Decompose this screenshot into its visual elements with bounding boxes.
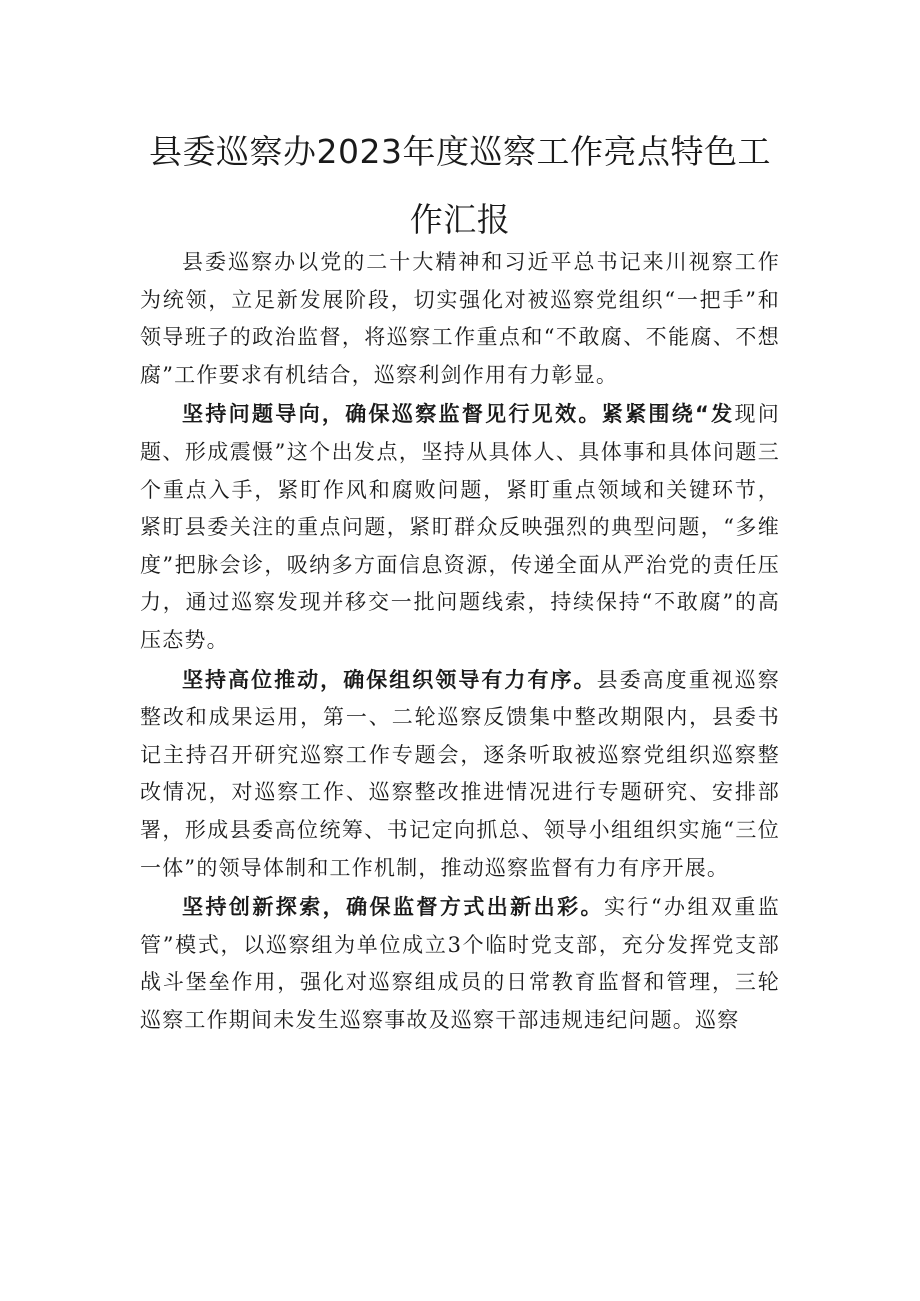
paragraph-lead: 坚持创新探索，确保监督方式出新出彩。 (182, 895, 604, 920)
document-body (140, 244, 780, 1041)
paragraph-innovation (140, 889, 780, 1039)
paragraph-intro (140, 244, 780, 394)
paragraph-text: 实行“办组双重监管”模式，以巡察组为单位成立3个临时党支部，充分发挥党支部战斗堡垒作用，强化对巡察组成员的日常教育监督和管理，三轮巡察工作期间未发生巡察事故及巡察干部违规违纪问题。巡察 (140, 895, 780, 1032)
paragraph-high-level-push (140, 662, 780, 888)
paragraph-text: 现问题、形成震慑”这个出发点，坚持从具体人、具体事和具体问题三个重点入手，紧盯作风和腐败问题，紧盯重点领域和关键环节，紧盯县委关注的重点问题，紧盯群众反映强烈的典型问题，“多维度”把脉会诊，吸纳多方面信息资源，传递全面从严治党的责任压力，通过巡察发现并移交一批问题线索，持续保持“不敢腐”的高压态势。 (140, 402, 780, 652)
paragraph-text: 县委高度重视巡察整改和成果运用，第一、二轮巡察反馈集中整改期限内，县委书记主持召开研究巡察工作专题会，逐条听取被巡察党组织巡察整改情况，对巡察工作、巡察整改推进情况进行专题研究、安排部署，形成县委高位统筹、书记定向抓总、领导小组组织实施“三位一体”的领导体制和工作机制，推动巡察监督有力有序开展。 (140, 667, 780, 880)
paragraph-text: 县委巡察办以党的二十大精神和习近平总书记来川视察工作为统领，立足新发展阶段，切实强化对被巡察党组织“一把手”和领导班子的政治监督，将巡察工作重点和“不敢腐、不能腐、不想腐”工作要求有机结合，巡察利剑作用有力彰显。 (140, 250, 780, 387)
paragraph-lead: 坚持高位推动，确保组织领导有力有序。 (182, 667, 597, 692)
paragraph-lead: 坚持问题导向，确保巡察监督见行见效。紧紧围绕“发 (182, 402, 735, 427)
paragraph-problem-oriented (140, 396, 780, 659)
document-title: 县委巡察办2023年度巡察工作亮点特色工作汇报 (149, 132, 771, 239)
